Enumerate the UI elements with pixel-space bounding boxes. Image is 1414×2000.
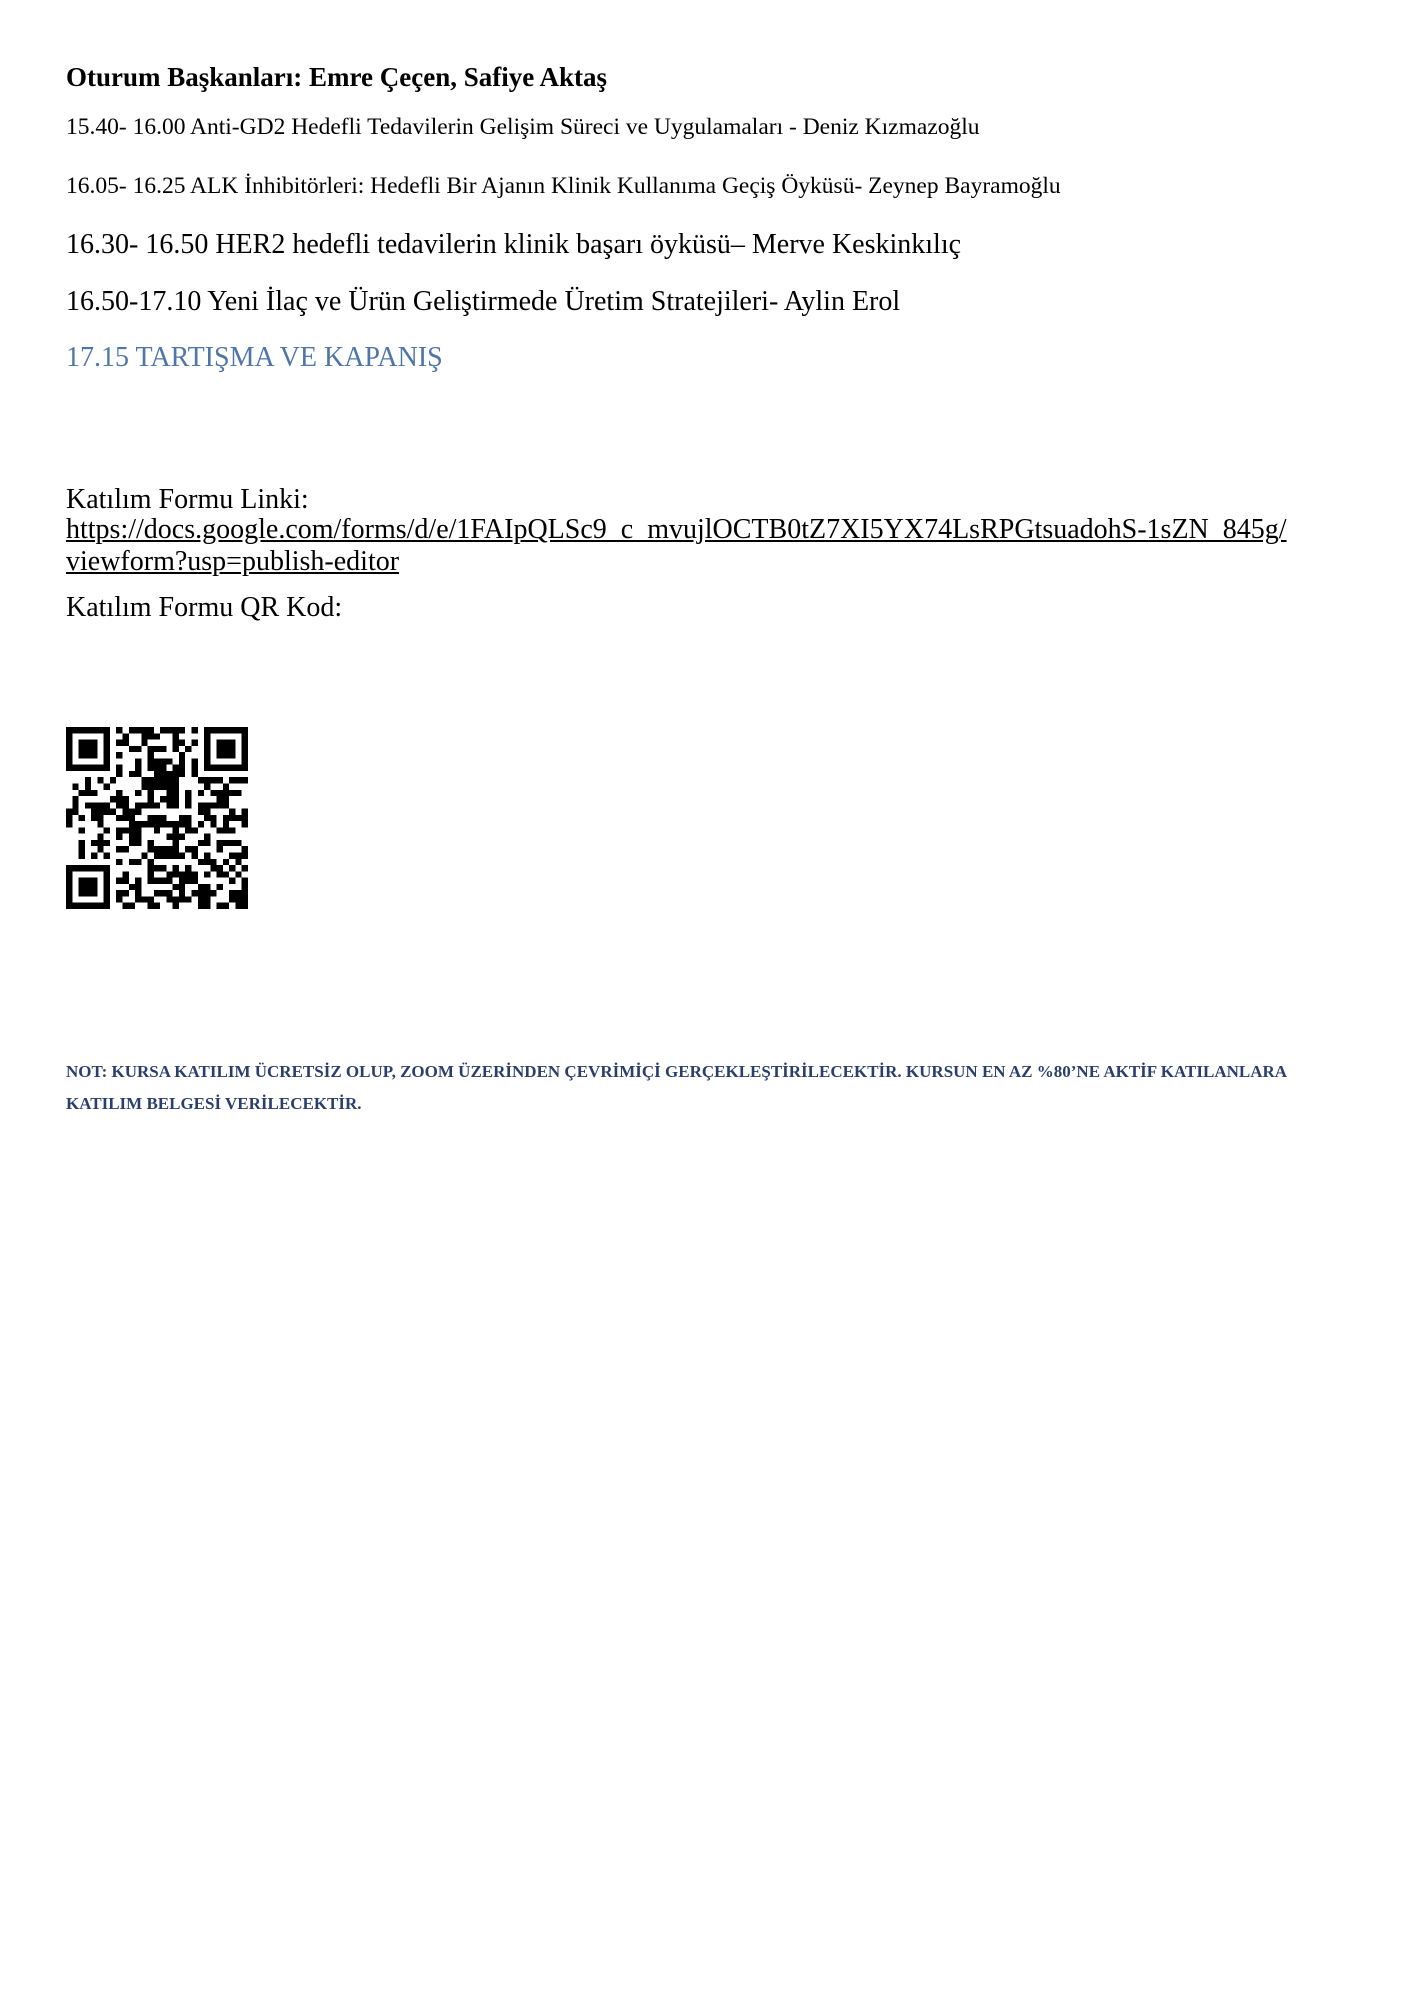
closing-session: 17.15 TARTIŞMA VE KAPANIŞ: [66, 342, 443, 373]
qr-code-image: [66, 727, 248, 909]
session-chairs-heading: Oturum Başkanları: Emre Çeçen, Safiye Aktaş: [66, 62, 607, 92]
schedule-item: 16.50-17.10 Yeni İlaç ve Ürün Geliştirmede Üretim Stratejileri- Aylin Erol: [66, 286, 901, 317]
participation-note: NOT: KURSA KATILIM ÜCRETSİZ OLUP, ZOOM ÜZERİNDEN ÇEVRİMİÇİ GERÇEKLEŞTİRİLECEKTİR. KURSUN EN AZ %80’NE AKTİF KATILANLARA KATILIM BELGESİ VERİLECEKTİR.: [66, 1062, 1287, 1113]
form-link-label: Katılım Formu Linki:: [66, 484, 309, 515]
schedule-item: 15.40- 16.00 Anti-GD2 Hedefli Tedavilerin Gelişim Süreci ve Uygulamaları - Deniz Kızmazoğlu: [66, 114, 980, 140]
qr-code-label: Katılım Formu QR Kod:: [66, 592, 343, 623]
schedule-item: 16.30- 16.50 HER2 hedefli tedavilerin klinik başarı öyküsü– Merve Keskinkılıç: [66, 229, 962, 260]
schedule-item: 16.05- 16.25 ALK İnhibitörleri: Hedefli Bir Ajanın Klinik Kullanıma Geçiş Öyküsü- Zeynep Bayramoğlu: [66, 173, 1061, 199]
form-link[interactable]: https://docs.google.com/forms/d/e/1FAIpQLSc9_c_mvujlOCTB0tZ7XI5YX74LsRPGtsuadohS-1sZN_845g/viewform?usp=publish-editor: [66, 514, 1287, 577]
